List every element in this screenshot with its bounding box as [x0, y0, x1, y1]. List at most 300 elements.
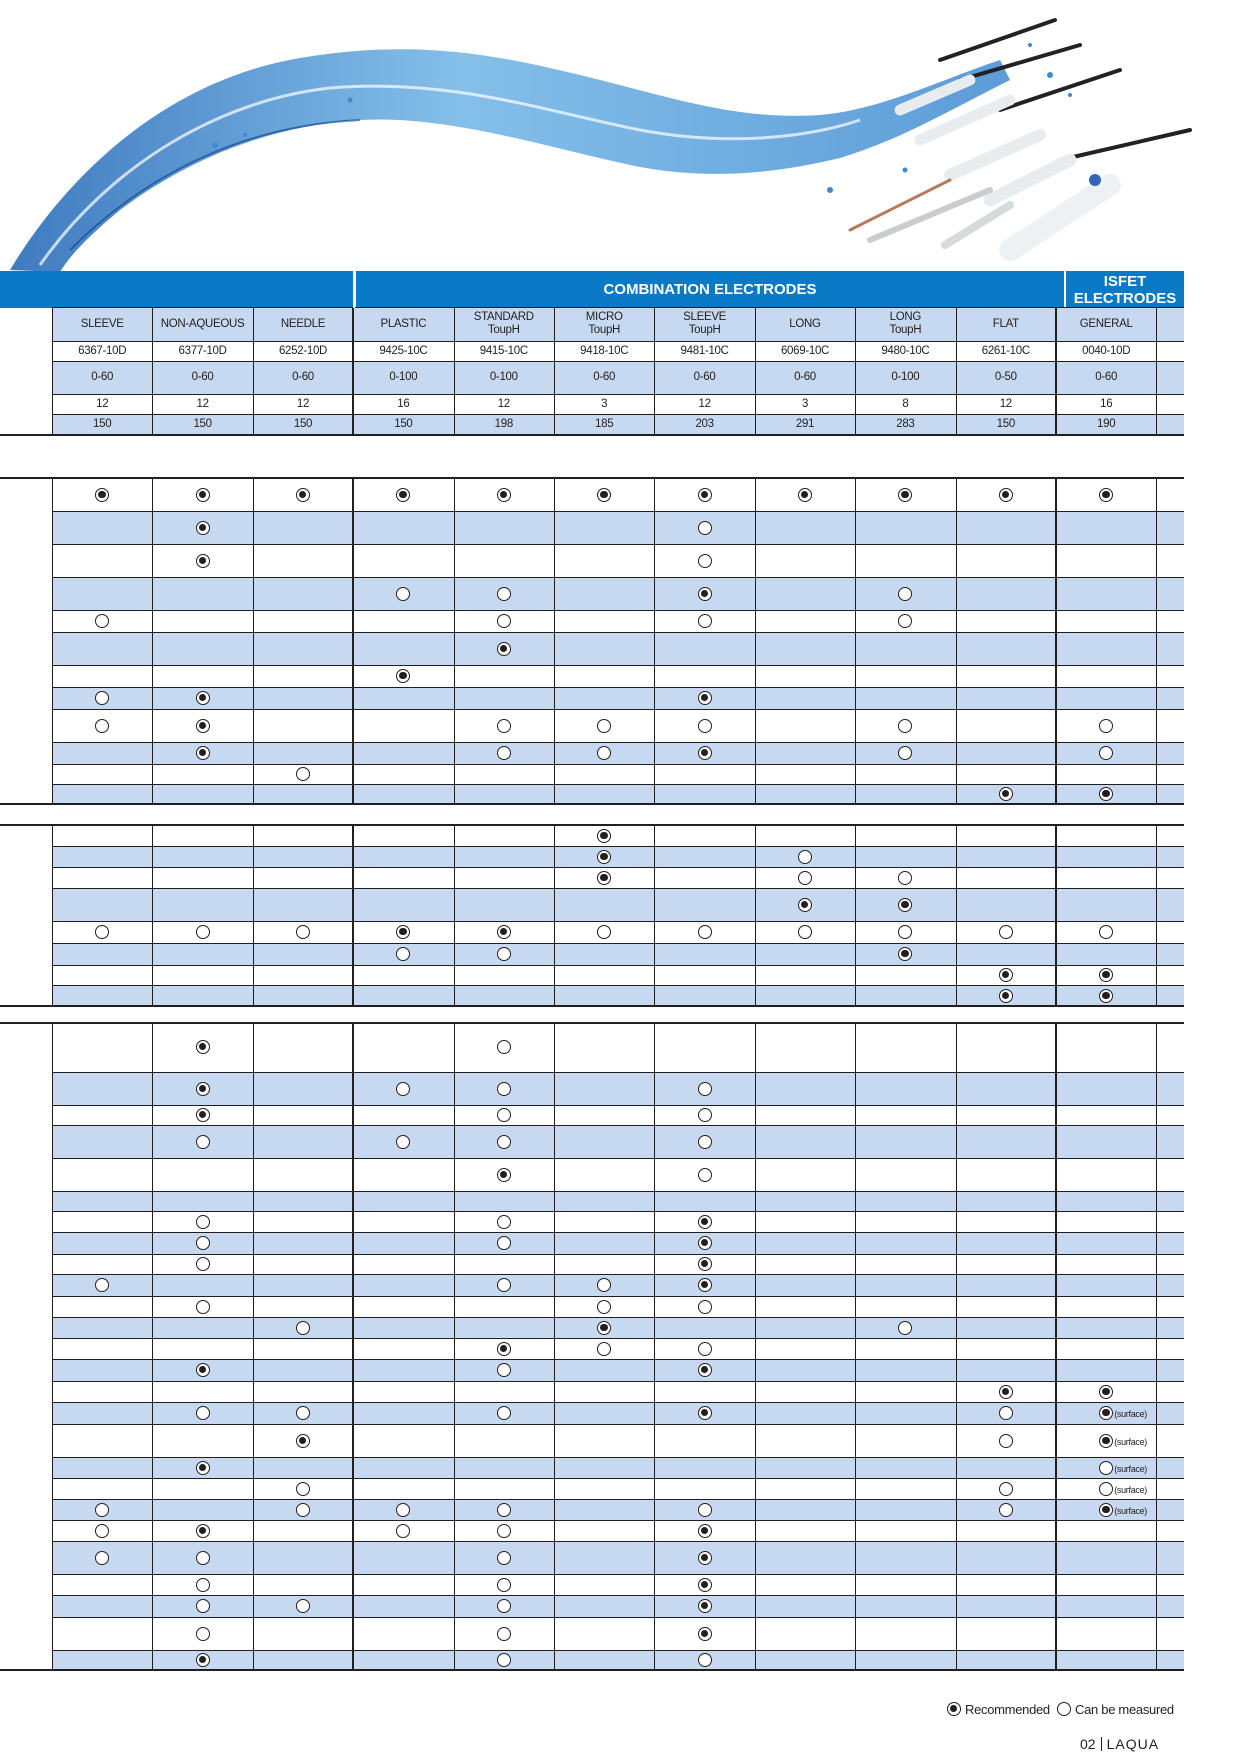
electrode-probes — [850, 20, 1190, 250]
can-be-measured-mark — [296, 1321, 310, 1335]
recommended-mark — [999, 989, 1013, 1003]
column-divider — [352, 1023, 354, 1670]
recommended-mark — [999, 488, 1013, 502]
can-be-measured-mark — [497, 1503, 511, 1517]
legend-recommended-label: Recommended — [965, 1702, 1050, 1717]
recommended-mark — [798, 898, 812, 912]
recommended-mark — [196, 746, 210, 760]
spec-type-cell: GENERAL — [1079, 317, 1133, 330]
table-row-band — [52, 1125, 1184, 1158]
recommended-mark — [999, 1385, 1013, 1399]
spec-diameter-cell: 12 — [296, 397, 310, 410]
column-divider — [554, 478, 555, 804]
recommended-mark — [597, 488, 611, 502]
can-be-measured-mark — [296, 1599, 310, 1613]
spec-range-cell: 0-60 — [1095, 371, 1118, 383]
column-divider — [755, 825, 756, 1006]
can-be-measured-mark — [999, 1503, 1013, 1517]
column-divider — [855, 1023, 856, 1670]
table-row-line — [52, 1232, 1184, 1233]
table-row-line — [52, 985, 1184, 986]
recommended-mark — [898, 898, 912, 912]
can-be-measured-mark — [396, 587, 410, 601]
spec-type-cell: SLEEVE — [80, 317, 124, 330]
can-be-measured-mark — [396, 1135, 410, 1149]
spec-model-cell: 6261-10C — [981, 344, 1030, 357]
column-divider — [1156, 307, 1157, 434]
recommended-mark — [698, 1257, 712, 1271]
recommended-mark — [597, 850, 611, 864]
table-row-line — [52, 1424, 1184, 1425]
header-divider — [353, 271, 355, 308]
can-be-measured-mark — [999, 1482, 1013, 1496]
can-be-measured-mark — [698, 719, 712, 733]
table-row-line — [52, 544, 1184, 545]
page-number: 02 — [1080, 1736, 1096, 1752]
can-be-measured-mark — [497, 587, 511, 601]
column-divider — [654, 1023, 655, 1670]
spec-range-cell: 0-60 — [593, 371, 616, 383]
spec-model-cell: 9418-10C — [580, 344, 629, 357]
recommended-mark — [1099, 1385, 1113, 1399]
spec-length-cell: 283 — [896, 417, 915, 430]
can-be-measured-mark — [95, 614, 109, 628]
can-be-measured-mark — [999, 925, 1013, 939]
can-be-measured-mark — [698, 1300, 712, 1314]
section-bottom-border — [0, 803, 1184, 805]
column-divider — [956, 478, 957, 804]
column-divider — [152, 307, 153, 434]
header-band-left — [0, 271, 354, 308]
can-be-measured-mark — [497, 1653, 511, 1667]
recommended-mark — [698, 691, 712, 705]
can-be-measured-mark — [898, 719, 912, 733]
spec-model-cell: 9425-10C — [379, 344, 428, 357]
table-row-line — [52, 1274, 1184, 1275]
table-row-line — [52, 1402, 1184, 1403]
recommended-mark — [1099, 989, 1113, 1003]
recommended-mark — [597, 1321, 611, 1335]
recommended-mark — [597, 829, 611, 843]
can-be-measured-mark — [898, 614, 912, 628]
table-row-line — [52, 1125, 1184, 1126]
recommended-mark — [396, 488, 410, 502]
spec-type-cell: SLEEVE ToupH — [683, 311, 727, 336]
table-row-band — [52, 1232, 1184, 1254]
can-be-measured-mark — [999, 1406, 1013, 1420]
recommended-mark — [698, 488, 712, 502]
recommended-mark — [1099, 968, 1113, 982]
can-be-measured-mark — [196, 1627, 210, 1641]
can-be-measured-mark — [597, 1300, 611, 1314]
table-row-line — [52, 1520, 1184, 1521]
table-row-band — [52, 1402, 1184, 1424]
spec-diameter-cell: 16 — [1100, 397, 1113, 410]
can-be-measured-mark — [898, 1321, 912, 1335]
recommended-mark — [196, 521, 210, 535]
column-divider — [454, 1023, 455, 1670]
recommended-mark — [1099, 1503, 1113, 1517]
spec-diameter-cell: 12 — [698, 397, 711, 410]
column-divider — [1156, 478, 1157, 804]
column-divider — [253, 825, 254, 1006]
table-row-line — [52, 665, 1184, 666]
table-row-line — [52, 1191, 1184, 1192]
table-row-line — [52, 1574, 1184, 1575]
can-be-measured-mark — [898, 871, 912, 885]
section-bottom-border — [0, 1005, 1184, 1007]
spec-length-cell: 150 — [93, 417, 112, 430]
table-row-band — [52, 846, 1184, 867]
recommended-mark — [698, 746, 712, 760]
table-row-band — [52, 943, 1184, 965]
table-row-line — [52, 1254, 1184, 1255]
spec-range-cell: 0-60 — [191, 371, 214, 383]
can-be-measured-mark — [497, 1040, 511, 1054]
can-be-measured-mark — [497, 1108, 511, 1122]
recommended-mark — [196, 719, 210, 733]
column-divider — [454, 307, 455, 434]
can-be-measured-mark — [497, 947, 511, 961]
table-row-line — [52, 921, 1184, 922]
spec-range-cell: 0-60 — [292, 371, 314, 383]
column-divider — [352, 825, 354, 1006]
can-be-measured-mark — [497, 1135, 511, 1149]
surface-note: (surface) — [1114, 1463, 1147, 1474]
recommended-mark — [196, 1040, 210, 1054]
recommended-symbol-icon — [947, 1702, 961, 1716]
spec-length-cell: 190 — [1097, 417, 1116, 430]
can-be-measured-symbol-icon — [1057, 1702, 1071, 1716]
legend-recommended — [947, 1702, 1050, 1717]
column-divider — [253, 307, 254, 434]
recommended-mark — [196, 1461, 210, 1475]
recommended-mark — [196, 488, 210, 502]
can-be-measured-mark — [698, 554, 712, 568]
can-be-measured-mark — [1099, 925, 1113, 939]
spec-model-cell: 6377-10D — [178, 344, 227, 357]
column-divider — [352, 307, 354, 434]
column-divider — [554, 825, 555, 1006]
can-be-measured-mark — [1099, 1461, 1113, 1475]
can-be-measured-mark — [196, 1551, 210, 1565]
recommended-mark — [396, 925, 410, 939]
can-be-measured-mark — [497, 614, 511, 628]
spec-model-cell: 6367-10D — [78, 344, 127, 357]
can-be-measured-mark — [597, 925, 611, 939]
table-row-line — [52, 1072, 1184, 1073]
spec-type-cell: NON-AQUEOUS — [160, 317, 245, 330]
recommended-mark — [698, 1278, 712, 1292]
recommended-mark — [497, 1168, 511, 1182]
column-divider — [755, 1023, 756, 1670]
recommended-mark — [999, 968, 1013, 982]
spec-length-cell: 150 — [293, 417, 313, 430]
table-row-band — [52, 1359, 1184, 1381]
recommended-mark — [196, 1653, 210, 1667]
recommended-mark — [698, 1627, 712, 1641]
table-row-line — [52, 1541, 1184, 1542]
can-be-measured-mark — [196, 925, 210, 939]
can-be-measured-mark — [798, 925, 812, 939]
can-be-measured-mark — [698, 1135, 712, 1149]
can-be-measured-mark — [698, 614, 712, 628]
can-be-measured-mark — [497, 1082, 511, 1096]
can-be-measured-mark — [296, 925, 310, 939]
recommended-mark — [999, 787, 1013, 801]
table-row-band — [52, 687, 1184, 709]
table-row-band — [52, 1650, 1184, 1670]
recommended-mark — [898, 488, 912, 502]
can-be-measured-mark — [196, 1215, 210, 1229]
recommended-mark — [95, 488, 109, 502]
column-divider — [956, 307, 957, 434]
recommended-mark — [698, 1524, 712, 1538]
section-top-border — [0, 477, 1184, 479]
table-row-line — [52, 867, 1184, 868]
recommended-mark — [196, 554, 210, 568]
can-be-measured-mark — [497, 1599, 511, 1613]
column-divider — [554, 1023, 555, 1670]
can-be-measured-mark — [497, 1236, 511, 1250]
recommended-mark — [698, 1215, 712, 1229]
can-be-measured-mark — [698, 1342, 712, 1356]
table-row-line — [52, 1595, 1184, 1596]
table-row-band — [52, 1191, 1184, 1211]
table-row-band — [52, 1595, 1184, 1617]
table-row-line — [52, 943, 1184, 944]
table-row-line — [52, 610, 1184, 611]
column-divider — [152, 1023, 153, 1670]
spec-model-cell: 0040-10D — [1082, 344, 1131, 357]
table-row-line — [52, 1499, 1184, 1500]
can-be-measured-mark — [698, 1168, 712, 1182]
surface-note: (surface) — [1114, 1505, 1147, 1516]
column-divider — [1055, 307, 1057, 434]
can-be-measured-mark — [698, 521, 712, 535]
column-divider — [52, 1023, 53, 1670]
recommended-mark — [1099, 1434, 1113, 1448]
column-divider — [152, 825, 153, 1006]
surface-note: (surface) — [1114, 1484, 1147, 1495]
table-row-band — [52, 632, 1184, 665]
column-divider — [755, 307, 756, 434]
table-row-band — [52, 888, 1184, 921]
section-bottom-border — [0, 1669, 1184, 1671]
can-be-measured-mark — [196, 1236, 210, 1250]
column-divider — [654, 307, 655, 434]
spec-range-cell: 0-60 — [794, 371, 816, 383]
spec-model-cell: 6252-10D — [278, 344, 328, 357]
table-row-band — [52, 1072, 1184, 1105]
table-row-line — [52, 1650, 1184, 1651]
can-be-measured-mark — [296, 767, 310, 781]
recommended-mark — [497, 488, 511, 502]
recommended-mark — [196, 1108, 210, 1122]
recommended-mark — [296, 1434, 310, 1448]
can-be-measured-mark — [999, 1434, 1013, 1448]
can-be-measured-mark — [597, 719, 611, 733]
spec-diameter-cell: 3 — [601, 397, 608, 410]
spec-model-cell: 6069-10C — [780, 344, 830, 357]
recommended-mark — [497, 1342, 511, 1356]
table-row-band — [52, 985, 1184, 1006]
recommended-mark — [1099, 488, 1113, 502]
isfet-electrodes-title-line1: ISFET — [1103, 273, 1147, 290]
can-be-measured-mark — [798, 850, 812, 864]
spec-range-cell: 0-60 — [693, 371, 716, 383]
table-row-line — [52, 1457, 1184, 1458]
spec-length-cell: 185 — [595, 417, 614, 430]
table-row-band — [52, 742, 1184, 764]
table-row-band — [52, 511, 1184, 544]
table-row-line — [52, 742, 1184, 743]
can-be-measured-mark — [497, 1406, 511, 1420]
spec-type-cell: LONG — [789, 317, 821, 330]
column-divider — [1055, 825, 1057, 1006]
spec-type-cell: FLAT — [992, 317, 1019, 330]
table-row-line — [52, 632, 1184, 633]
combination-electrodes-title: COMBINATION ELECTRODES — [603, 281, 817, 298]
spec-model-cell: 9415-10C — [479, 344, 528, 357]
table-row-band — [52, 1457, 1184, 1478]
recommended-mark — [698, 1406, 712, 1420]
can-be-measured-mark — [898, 587, 912, 601]
spec-range-cell: 0-60 — [91, 371, 114, 383]
can-be-measured-mark — [497, 1578, 511, 1592]
can-be-measured-mark — [698, 925, 712, 939]
can-be-measured-mark — [798, 871, 812, 885]
spec-type-cell: NEEDLE — [280, 317, 326, 330]
recommended-mark — [698, 1578, 712, 1592]
table-row-band — [52, 577, 1184, 610]
can-be-measured-mark — [196, 1406, 210, 1420]
spec-length-cell: 150 — [394, 417, 413, 430]
legend-can-be-measured — [1057, 1702, 1174, 1717]
table-row-band — [52, 1499, 1184, 1520]
recommended-mark — [698, 1551, 712, 1565]
recommended-mark — [497, 642, 511, 656]
spec-diameter-cell: 12 — [999, 397, 1012, 410]
table-row-line — [52, 784, 1184, 785]
column-divider — [454, 825, 455, 1006]
can-be-measured-mark — [396, 1082, 410, 1096]
column-divider — [152, 478, 153, 804]
recommended-mark — [597, 871, 611, 885]
column-divider — [253, 1023, 254, 1670]
spec-model-cell: 9481-10C — [680, 344, 729, 357]
brand-name: LAQUA — [1106, 1736, 1160, 1752]
spec-length-cell: 150 — [193, 417, 212, 430]
can-be-measured-mark — [1099, 1482, 1113, 1496]
column-divider — [454, 478, 455, 804]
table-row-line — [52, 1381, 1184, 1382]
can-be-measured-mark — [497, 1278, 511, 1292]
can-be-measured-mark — [196, 1578, 210, 1592]
recommended-mark — [497, 925, 511, 939]
column-divider — [956, 1023, 957, 1670]
can-be-measured-mark — [497, 1524, 511, 1538]
spec-type-cell: STANDARD ToupH — [473, 311, 534, 336]
spec-length-cell: 203 — [695, 417, 714, 430]
can-be-measured-mark — [196, 1257, 210, 1271]
can-be-measured-mark — [296, 1406, 310, 1420]
can-be-measured-mark — [95, 1503, 109, 1517]
table-row-line — [52, 846, 1184, 847]
surface-note: (surface) — [1114, 1436, 1147, 1447]
can-be-measured-mark — [396, 1503, 410, 1517]
table-row-band — [52, 1317, 1184, 1338]
can-be-measured-mark — [95, 1524, 109, 1538]
can-be-measured-mark — [698, 1108, 712, 1122]
spec-range-cell: 0-100 — [891, 371, 920, 383]
spec-length-cell: 291 — [795, 417, 815, 430]
can-be-measured-mark — [95, 925, 109, 939]
spec-length-cell: 150 — [996, 417, 1015, 430]
table-row-band — [52, 1541, 1184, 1574]
column-divider — [1055, 1023, 1057, 1670]
recommended-mark — [798, 488, 812, 502]
column-divider — [755, 478, 756, 804]
column-divider — [554, 307, 555, 434]
can-be-measured-mark — [898, 925, 912, 939]
spec-type-cell: PLASTIC — [380, 317, 427, 330]
can-be-measured-mark — [396, 1524, 410, 1538]
can-be-measured-mark — [497, 1551, 511, 1565]
can-be-measured-mark — [296, 1482, 310, 1496]
page-footer — [1080, 1736, 1159, 1752]
table-row-line — [52, 1617, 1184, 1618]
spec-diameter-cell: 8 — [902, 397, 909, 410]
can-be-measured-mark — [196, 1135, 210, 1149]
spec-diameter-cell: 12 — [497, 397, 510, 410]
recommended-mark — [698, 1599, 712, 1613]
can-be-measured-mark — [698, 1082, 712, 1096]
recommended-mark — [296, 488, 310, 502]
spec-length-cell: 198 — [494, 417, 513, 430]
column-divider — [855, 478, 856, 804]
spec-range-cell: 0-100 — [389, 371, 418, 383]
recommended-mark — [698, 1236, 712, 1250]
can-be-measured-mark — [1099, 719, 1113, 733]
can-be-measured-mark — [698, 1503, 712, 1517]
recommended-mark — [196, 1082, 210, 1096]
column-divider — [855, 307, 856, 434]
column-divider — [1055, 478, 1057, 804]
recommended-mark — [196, 1363, 210, 1377]
water-splash-wave — [10, 49, 1010, 272]
spec-bottom-border — [0, 434, 1184, 436]
table-row-line — [52, 577, 1184, 578]
surface-note: (surface) — [1114, 1409, 1147, 1419]
recommended-mark — [396, 669, 410, 683]
can-be-measured-mark — [497, 1363, 511, 1377]
table-row-line — [52, 1296, 1184, 1297]
column-divider — [52, 478, 53, 804]
spec-range-cell: 0-50 — [994, 371, 1017, 383]
recommended-mark — [196, 691, 210, 705]
spec-diameter-cell: 3 — [801, 397, 809, 410]
table-row-line — [52, 687, 1184, 688]
column-divider — [1156, 1023, 1157, 1670]
table-row-line — [52, 888, 1184, 889]
spec-diameter-cell: 12 — [96, 397, 109, 410]
column-divider — [654, 825, 655, 1006]
spec-type-cell: LONG ToupH — [889, 311, 922, 336]
table-row-line — [52, 1317, 1184, 1318]
can-be-measured-mark — [196, 1599, 210, 1613]
can-be-measured-mark — [497, 719, 511, 733]
